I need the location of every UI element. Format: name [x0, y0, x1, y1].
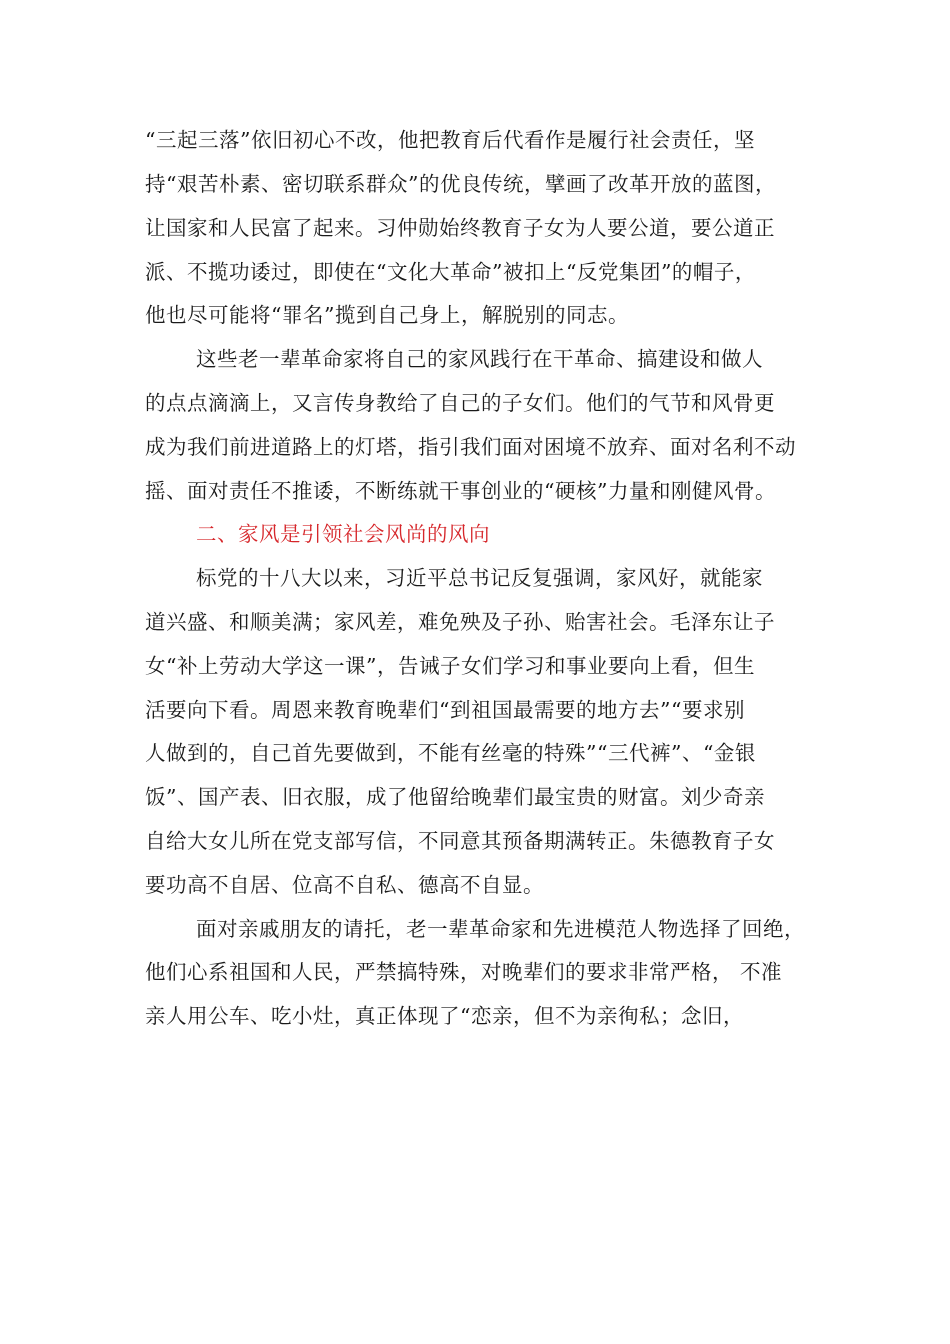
- paragraph-line: 亲人用公车、吃小灶，真正体现了“恋亲，但不为亲徇私；念旧，: [145, 1004, 744, 1028]
- paragraph-line: 的点点滴滴上，又言传身教给了自己的子女们。他们的气节和风骨更: [145, 391, 775, 415]
- paragraph-line: 活要向下看。周恩来教育晚辈们“到祖国最需要的地方去”“要求别: [145, 698, 745, 722]
- paragraph-line: 让国家和人民富了起来。习仲勋始终教育子女为人要公道，要公道正: [145, 216, 775, 240]
- paragraph-line: 标党的十八大以来，习近平总书记反复强调，家风好，就能家: [196, 566, 763, 590]
- paragraph-line: 自给大女儿所在党支部写信，不同意其预备期满转正。朱德教育子女: [145, 829, 775, 853]
- paragraph-line: 面对亲戚朋友的请托，老一辈革命家和先进模范人物选择了回绝，: [196, 917, 805, 941]
- paragraph-line: 派、不揽功诿过，即使在“文化大革命”被扣上“反党集团”的帽子，: [145, 260, 756, 284]
- paragraph-line: 这些老一辈革命家将自己的家风践行在干革命、搞建设和做人: [196, 347, 763, 371]
- paragraph-line: 饭”、国产表、旧衣服，成了他留给晚辈们最宝贵的财富。刘少奇亲: [145, 785, 765, 809]
- paragraph-line: 他也尽可能将“罪名”揽到自己身上，解脱别的同志。: [145, 303, 629, 327]
- paragraph-line: “三起三落”依旧初心不改，他把教育后代看作是履行社会责任，坚: [145, 128, 755, 152]
- paragraph-line: 人做到的，自己首先要做到，不能有丝毫的特殊”“三代裤”、“金银: [145, 741, 756, 765]
- paragraph-line: 女“补上劳动大学这一课”，告诫子女们学习和事业要向上看，但生: [145, 654, 755, 678]
- paragraph-line: 摇、面对责任不推诿，不断练就干事创业的“硬核”力量和刚健风骨。: [145, 479, 776, 503]
- section-heading: 二、家风是引领社会风尚的风向: [196, 522, 490, 546]
- paragraph-line: 成为我们前进道路上的灯塔，指引我们面对困境不放弃、面对名利不动: [145, 435, 796, 459]
- paragraph-line: 要功高不自居、位高不自私、德高不自显。: [145, 873, 544, 897]
- paragraph-line: 道兴盛、和顺美满；家风差，难免殃及子孙、贻害社会。毛泽东让子: [145, 610, 775, 634]
- paragraph-line: 他们心系祖国和人民，严禁搞特殊，对晚辈们的要求非常严格， 不准: [145, 960, 783, 984]
- paragraph-line: 持“艰苦朴素、密切联系群众”的优良传统，擘画了改革开放的蓝图，: [145, 172, 776, 196]
